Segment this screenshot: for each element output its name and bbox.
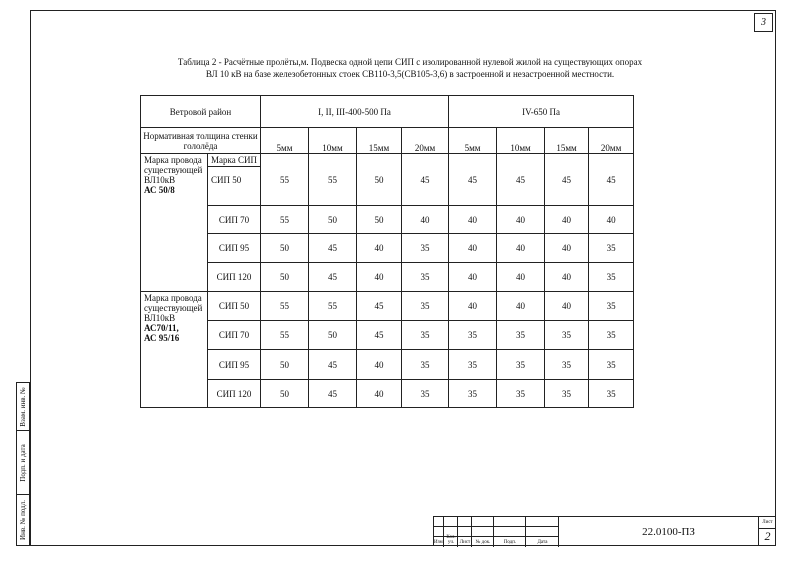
cell: 40 xyxy=(402,206,449,234)
cell: 50 xyxy=(261,380,309,408)
ice-col: 10мм xyxy=(309,128,357,154)
spans-table xyxy=(140,95,634,408)
cell: 35 xyxy=(402,234,449,263)
sheet-number: 2 xyxy=(764,529,771,543)
sheet-box xyxy=(758,516,776,546)
caption-line-2: ВЛ 10 кВ на базе железобетонных стоек СВ110-3,5(СВ105-3,6) в застроенной и незастроенной местности. xyxy=(205,69,615,79)
table-row xyxy=(141,234,634,263)
group1-wire-mark: АС 50/8 xyxy=(144,185,175,195)
sidebar-cell-sign: Подп. и дата xyxy=(17,431,29,495)
stamp-label: Дата xyxy=(537,540,548,545)
ice-col: 15мм xyxy=(357,128,402,154)
cell: 35 xyxy=(402,263,449,292)
cell: 55 xyxy=(309,292,357,321)
table-row xyxy=(141,321,634,350)
cell: 50 xyxy=(261,350,309,380)
cell: 40 xyxy=(545,263,589,292)
cell: 40 xyxy=(497,263,545,292)
stamp-label: Лист xyxy=(459,540,471,545)
stamp-label: Кол. уч. xyxy=(446,535,456,545)
cell: 45 xyxy=(309,234,357,263)
cell: 40 xyxy=(545,206,589,234)
cell: 35 xyxy=(545,350,589,380)
wind-region-label: Ветровой район xyxy=(141,96,261,128)
table-row xyxy=(141,206,634,234)
cell: 35 xyxy=(402,292,449,321)
sip-mark: СИП 120 xyxy=(208,380,261,408)
sip-mark: СИП 50 xyxy=(208,292,261,321)
sidebar-cell-replace: Взам. инв. № xyxy=(17,383,29,431)
wind-group-2: IV-650 Па xyxy=(449,96,634,128)
cell: 35 xyxy=(589,263,634,292)
sip-mark: СИП 50 xyxy=(211,175,242,185)
cell: 40 xyxy=(589,206,634,234)
cell: 50 xyxy=(309,321,357,350)
cell: 35 xyxy=(589,234,634,263)
cell: 35 xyxy=(545,321,589,350)
cell: 35 xyxy=(497,380,545,408)
cell: 55 xyxy=(261,321,309,350)
cell: 45 xyxy=(357,292,402,321)
ice-col: 15мм xyxy=(545,128,589,154)
cell: 50 xyxy=(261,263,309,292)
cell: 40 xyxy=(449,206,497,234)
header-row-wind xyxy=(141,96,634,128)
cell: 50 xyxy=(261,234,309,263)
cell: 35 xyxy=(497,350,545,380)
cell: 55 xyxy=(261,292,309,321)
cell: 35 xyxy=(589,321,634,350)
cell: 35 xyxy=(589,380,634,408)
sip-mark: СИП 95 xyxy=(208,350,261,380)
cell: 35 xyxy=(402,380,449,408)
stamp-label: Подп. xyxy=(503,540,517,545)
cell: 35 xyxy=(402,350,449,380)
ice-col: 20мм xyxy=(589,128,634,154)
cell: 50 xyxy=(357,206,402,234)
stamp-label: Изм. xyxy=(434,540,444,545)
sip-header: Марка СИП xyxy=(208,154,260,167)
stamp-label: № док. xyxy=(475,540,491,545)
cell: 40 xyxy=(497,292,545,321)
sip-cell xyxy=(208,154,261,206)
table-caption xyxy=(100,56,720,80)
ice-col: 5мм xyxy=(449,128,497,154)
cell: 35 xyxy=(449,321,497,350)
ice-col: 5мм xyxy=(261,128,309,154)
sheet-label: Лист xyxy=(759,518,776,529)
cell: 40 xyxy=(357,234,402,263)
cell: 45 xyxy=(449,154,497,206)
cell: 35 xyxy=(545,380,589,408)
cell: 45 xyxy=(309,380,357,408)
cell: 50 xyxy=(309,206,357,234)
cell: 40 xyxy=(449,263,497,292)
table-row xyxy=(141,263,634,292)
ice-col: 20мм xyxy=(402,128,449,154)
sip-mark: СИП 70 xyxy=(208,206,261,234)
group2-label: Марка провода существующей ВЛ10кВ АС70/11, АС 95/16 xyxy=(141,292,208,408)
cell: 45 xyxy=(402,154,449,206)
cell: 40 xyxy=(545,292,589,321)
cell: 40 xyxy=(545,234,589,263)
table-row xyxy=(141,154,634,206)
sip-mark: СИП 70 xyxy=(208,321,261,350)
sidebar-cell-inventory: Инв. № подл. xyxy=(19,500,27,540)
cell: 35 xyxy=(589,292,634,321)
cell: 35 xyxy=(449,380,497,408)
cell: 35 xyxy=(497,321,545,350)
cell: 45 xyxy=(545,154,589,206)
table-row xyxy=(141,350,634,380)
title-block-grid xyxy=(433,516,558,546)
cell: 50 xyxy=(357,154,402,206)
cell: 45 xyxy=(589,154,634,206)
cell: 40 xyxy=(497,234,545,263)
wind-group-1: I, II, III-400-500 Па xyxy=(261,96,449,128)
document-code: 22.0100-ПЗ xyxy=(558,516,758,546)
sip-mark: СИП 95 xyxy=(208,234,261,263)
caption-line-1: Таблица 2 - Расчётные пролёты,м. Подвеска одной цепи СИП с изолированной нулевой жилой на существующих опорах xyxy=(177,57,643,67)
table-row xyxy=(141,292,634,321)
cell: 45 xyxy=(497,154,545,206)
title-block xyxy=(433,516,776,546)
cell: 40 xyxy=(357,350,402,380)
cell: 35 xyxy=(402,321,449,350)
cell: 55 xyxy=(261,206,309,234)
cell: 45 xyxy=(309,263,357,292)
cell: 40 xyxy=(357,263,402,292)
group2-wire-mark-1: АС70/11, xyxy=(144,323,179,333)
cell: 45 xyxy=(309,350,357,380)
cell: 55 xyxy=(309,154,357,206)
ice-col: 10мм xyxy=(497,128,545,154)
sip-mark: СИП 120 xyxy=(208,263,261,292)
cell: 40 xyxy=(449,292,497,321)
table-row xyxy=(141,380,634,408)
cell: 35 xyxy=(449,350,497,380)
cell: 35 xyxy=(589,350,634,380)
cell: 40 xyxy=(497,206,545,234)
cell: 40 xyxy=(449,234,497,263)
page-corner-number: 3 xyxy=(754,13,773,32)
group2-wire-mark-2: АС 95/16 xyxy=(144,333,180,343)
approval-sidebar xyxy=(16,382,30,546)
ice-label: Нормативная толщина стенки гололёда xyxy=(141,128,261,154)
group1-label: Марка провода существующей ВЛ10кВ АС 50/8 xyxy=(141,154,208,292)
cell: 45 xyxy=(357,321,402,350)
header-row-ice xyxy=(141,128,634,154)
cell: 55 xyxy=(261,154,309,206)
cell: 40 xyxy=(357,380,402,408)
